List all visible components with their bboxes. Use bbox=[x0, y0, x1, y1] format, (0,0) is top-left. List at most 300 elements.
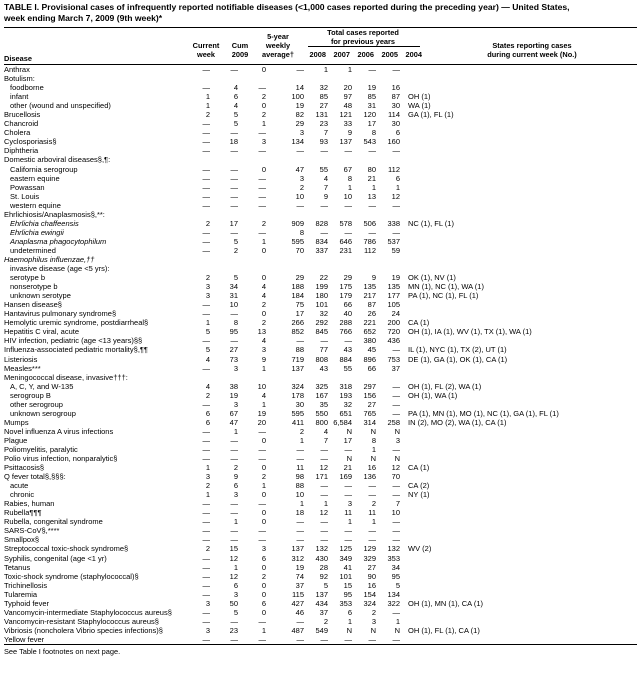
cum-2009-cell: — bbox=[230, 454, 238, 464]
table-row bbox=[4, 544, 637, 553]
year-total-cell: 35 bbox=[319, 399, 328, 409]
current-week-cell: 1 bbox=[205, 101, 210, 111]
header-year-2008: 2008 bbox=[309, 50, 326, 59]
year-total-cell: 34 bbox=[391, 562, 400, 572]
disease-name-cell: Hemolytic uremic syndrome, postdiarrheal§ bbox=[4, 318, 149, 328]
year-total-cell: 1 bbox=[371, 182, 376, 192]
year-total-cell: 651 bbox=[339, 408, 352, 418]
year-total-cell bbox=[352, 264, 376, 273]
states-reporting-cell bbox=[400, 581, 424, 590]
year-total-cell bbox=[376, 74, 400, 83]
year-total-cell: — bbox=[296, 517, 304, 527]
year-total-cell: 11 bbox=[344, 508, 352, 518]
year-total-cell: — bbox=[344, 526, 352, 536]
five-year-average-cell: 6 bbox=[261, 598, 266, 608]
year-total-cell: — bbox=[320, 535, 328, 545]
year-total-cell: — bbox=[368, 65, 376, 74]
table-row bbox=[4, 472, 637, 481]
table-row bbox=[4, 400, 637, 409]
year-total-cell: 427 bbox=[291, 598, 304, 608]
five-year-average-cell bbox=[238, 255, 266, 264]
current-week-cell: — bbox=[202, 508, 210, 518]
year-total-cell: — bbox=[344, 490, 352, 500]
header-avg-2: weekly bbox=[265, 41, 291, 50]
current-week-cell: 4 bbox=[205, 354, 210, 364]
cum-2009-cell: — bbox=[230, 191, 238, 201]
year-total-cell: 114 bbox=[388, 110, 400, 120]
states-reporting-cell bbox=[400, 563, 424, 572]
year-total-cell: 59 bbox=[391, 245, 400, 255]
table-row bbox=[4, 165, 637, 174]
year-total-cell: — bbox=[392, 526, 400, 536]
current-week-cell: — bbox=[202, 65, 210, 74]
year-total-cell: 6,584 bbox=[333, 417, 352, 427]
year-total-cell: 45 bbox=[367, 345, 376, 355]
year-total-cell: 808 bbox=[315, 354, 328, 364]
year-total-cell: 1 bbox=[395, 616, 400, 626]
year-total-cell: 41 bbox=[343, 562, 352, 572]
table-row bbox=[4, 74, 637, 83]
states-reporting-cell bbox=[400, 255, 424, 264]
disease-name-cell: other (wound and unspecified) bbox=[10, 101, 111, 111]
table-row bbox=[4, 246, 637, 255]
current-week-cell: 2 bbox=[205, 544, 210, 554]
states-reporting-cell bbox=[400, 228, 424, 237]
year-total-cell: 47 bbox=[295, 164, 304, 174]
states-reporting-cell: CA (2) bbox=[408, 481, 430, 491]
table-row bbox=[4, 364, 637, 373]
year-total-cell: 32 bbox=[319, 309, 328, 319]
year-total-cell: 156 bbox=[363, 390, 376, 400]
year-total-cell: 4 bbox=[323, 173, 328, 183]
states-reporting-cell bbox=[400, 74, 424, 83]
year-total-cell: 353 bbox=[387, 553, 400, 563]
cum-2009-cell: 5 bbox=[233, 110, 238, 120]
table-row bbox=[4, 608, 637, 617]
disease-name-cell: Ehrlichiosis/Anaplasmosis§,**: bbox=[4, 209, 105, 219]
year-total-cell: — bbox=[392, 146, 400, 156]
table-row bbox=[4, 128, 637, 137]
year-total-cell: 135 bbox=[387, 282, 400, 292]
states-reporting-cell bbox=[400, 454, 424, 463]
states-reporting-cell bbox=[400, 83, 424, 92]
table-row bbox=[4, 300, 637, 309]
current-week-cell: — bbox=[202, 426, 210, 436]
year-total-cell: — bbox=[368, 634, 376, 644]
disease-name-cell: unknown serogroup bbox=[10, 408, 76, 418]
table-row bbox=[4, 174, 637, 183]
five-year-average-cell: 0 bbox=[261, 164, 266, 174]
year-total-cell: — bbox=[296, 454, 304, 464]
current-week-cell: — bbox=[202, 634, 210, 644]
year-total-cell: — bbox=[392, 227, 400, 237]
year-total-cell: 32 bbox=[319, 83, 328, 93]
year-total-cell: 55 bbox=[319, 164, 328, 174]
year-total-cell: 33 bbox=[343, 119, 352, 129]
current-week-cell: 3 bbox=[205, 598, 210, 608]
year-total-cell: 21 bbox=[367, 173, 376, 183]
cum-2009-cell: 4 bbox=[233, 101, 238, 111]
header-states-1: States reporting cases bbox=[492, 41, 572, 50]
disease-name-cell: Meningococcal disease, invasive†††: bbox=[4, 372, 128, 382]
year-total-cell: 22 bbox=[319, 273, 328, 283]
five-year-average-cell: 4 bbox=[261, 282, 266, 292]
table-row bbox=[4, 309, 637, 318]
current-week-cell: 4 bbox=[205, 381, 210, 391]
current-week-cell: — bbox=[202, 309, 210, 319]
states-reporting-cell bbox=[400, 436, 424, 445]
five-year-average-cell: 1 bbox=[261, 236, 266, 246]
year-total-cell: 19 bbox=[295, 562, 304, 572]
cum-2009-cell: 8 bbox=[233, 318, 238, 328]
header-states-2: during current week (No.) bbox=[487, 50, 577, 59]
states-reporting-cell: OH (1), MN (1), CA (1) bbox=[408, 598, 484, 608]
year-total-cell: — bbox=[344, 146, 352, 156]
disease-name-cell: undetermined bbox=[10, 245, 56, 255]
year-total-cell: 2 bbox=[371, 607, 376, 617]
current-week-cell: 2 bbox=[205, 110, 210, 120]
year-total-cell: 55 bbox=[343, 363, 352, 373]
states-reporting-cell bbox=[400, 508, 424, 517]
year-total-cell: 43 bbox=[343, 345, 352, 355]
cum-2009-cell: — bbox=[230, 173, 238, 183]
states-reporting-cell bbox=[400, 364, 424, 373]
disease-name-cell: Trichinellosis bbox=[4, 580, 48, 590]
year-total-cell: 884 bbox=[339, 354, 352, 364]
year-total-cell: 16 bbox=[367, 463, 376, 473]
states-reporting-cell: PA (1), NC (1), FL (1) bbox=[408, 291, 479, 301]
table-row bbox=[4, 355, 637, 364]
year-total-cell: 37 bbox=[391, 363, 400, 373]
year-total-cell: 175 bbox=[339, 282, 352, 292]
header-cum-1: Cum bbox=[231, 41, 249, 50]
disease-name-cell: Brucellosis bbox=[4, 110, 41, 120]
year-total-cell: 32 bbox=[343, 399, 352, 409]
cum-2009-cell: 23 bbox=[229, 625, 238, 635]
year-total-cell: 10 bbox=[295, 191, 304, 201]
five-year-average-cell: 0 bbox=[261, 607, 266, 617]
table-row bbox=[4, 445, 637, 454]
cum-2009-cell bbox=[210, 155, 238, 164]
year-total-cell: 8 bbox=[371, 435, 376, 445]
year-total-cell: 4 bbox=[323, 426, 328, 436]
five-year-average-cell: — bbox=[258, 499, 266, 509]
year-total-cell bbox=[266, 255, 304, 264]
year-total-cell bbox=[304, 210, 328, 219]
states-reporting-cell bbox=[400, 300, 424, 309]
year-total-cell: 324 bbox=[291, 381, 304, 391]
table-row bbox=[4, 192, 637, 201]
disease-name-cell: invasive disease (age <5 yrs): bbox=[10, 264, 110, 274]
year-total-cell bbox=[376, 155, 400, 164]
year-total-cell: — bbox=[320, 444, 328, 454]
year-total-cell: — bbox=[344, 634, 352, 644]
disease-name-cell: St. Louis bbox=[10, 191, 40, 201]
cum-2009-cell: — bbox=[230, 634, 238, 644]
cum-2009-cell: 10 bbox=[229, 300, 238, 310]
year-total-cell: 1 bbox=[347, 616, 352, 626]
year-total-cell: 322 bbox=[387, 598, 400, 608]
year-total-cell: 74 bbox=[295, 571, 304, 581]
year-total-cell: 720 bbox=[387, 327, 400, 337]
year-total-cell: 180 bbox=[315, 291, 328, 301]
disease-name-cell: Botulism: bbox=[4, 74, 35, 84]
cum-2009-cell: — bbox=[230, 227, 238, 237]
states-reporting-cell: WV (2) bbox=[408, 544, 432, 554]
year-total-cell: N bbox=[370, 454, 376, 464]
year-total-cell bbox=[266, 264, 304, 273]
five-year-average-cell: — bbox=[258, 616, 266, 626]
five-year-average-cell: 2 bbox=[261, 472, 266, 482]
five-year-average-cell: 4 bbox=[261, 390, 266, 400]
disease-name-cell: Tetanus bbox=[4, 562, 31, 572]
year-total-cell: 66 bbox=[343, 300, 352, 310]
states-reporting-cell bbox=[400, 201, 424, 210]
year-total-cell: 324 bbox=[363, 598, 376, 608]
table-row bbox=[4, 373, 637, 382]
current-week-cell: — bbox=[202, 119, 210, 129]
disease-name-cell: Rubella, congenital syndrome bbox=[4, 517, 103, 527]
year-total-cell: 766 bbox=[339, 327, 352, 337]
cum-2009-cell: 50 bbox=[229, 598, 238, 608]
states-reporting-cell: PA (1), MN (1), MO (1), NC (1), GA (1), FL (1) bbox=[408, 408, 559, 418]
year-total-cell: 11 bbox=[296, 463, 304, 473]
states-reporting-cell bbox=[400, 264, 424, 273]
year-total-cell: N bbox=[370, 426, 376, 436]
table-row bbox=[4, 391, 637, 400]
year-total-cell: 18 bbox=[295, 508, 304, 518]
year-total-cell: 2 bbox=[299, 182, 304, 192]
disease-name-cell: western equine bbox=[10, 200, 61, 210]
states-reporting-cell bbox=[400, 128, 424, 137]
year-total-cell: 129 bbox=[363, 544, 376, 554]
year-total-cell: 9 bbox=[371, 273, 376, 283]
current-week-cell: — bbox=[202, 245, 210, 255]
disease-name-cell: foodborne bbox=[10, 83, 44, 93]
table-row bbox=[4, 146, 637, 155]
current-week-cell: 5 bbox=[205, 327, 210, 337]
table-row bbox=[4, 635, 637, 644]
five-year-average-cell: 0 bbox=[261, 435, 266, 445]
disease-name-cell: Chancroid bbox=[4, 119, 39, 129]
five-year-average-cell: 0 bbox=[261, 580, 266, 590]
disease-name-cell: other serogroup bbox=[10, 399, 63, 409]
five-year-average-cell: 0 bbox=[261, 508, 266, 518]
five-year-average-cell: 0 bbox=[261, 517, 266, 527]
current-week-cell: 3 bbox=[205, 472, 210, 482]
year-total-cell: 288 bbox=[339, 318, 352, 328]
current-week-cell: — bbox=[202, 399, 210, 409]
year-total-cell: 27 bbox=[319, 101, 328, 111]
year-total-cell: 595 bbox=[291, 408, 304, 418]
year-total-cell: 595 bbox=[291, 236, 304, 246]
year-total-cell: 29 bbox=[295, 273, 304, 283]
five-year-average-cell: 19 bbox=[257, 408, 266, 418]
year-total-cell: 13 bbox=[367, 191, 376, 201]
current-week-cell: — bbox=[202, 435, 210, 445]
five-year-average-cell: 0 bbox=[261, 562, 266, 572]
states-reporting-cell bbox=[400, 119, 424, 128]
cum-2009-cell: — bbox=[230, 336, 238, 346]
five-year-average-cell: — bbox=[258, 200, 266, 210]
year-total-cell: 17 bbox=[295, 309, 304, 319]
table-title bbox=[4, 2, 637, 24]
year-total-cell: — bbox=[392, 444, 400, 454]
year-total-cell: 82 bbox=[295, 110, 304, 120]
year-total-cell: — bbox=[320, 146, 328, 156]
states-reporting-cell bbox=[400, 590, 424, 599]
current-week-cell: — bbox=[202, 444, 210, 454]
year-total-cell bbox=[304, 255, 328, 264]
cum-2009-cell: — bbox=[230, 508, 238, 518]
cum-2009-cell: 19 bbox=[229, 390, 238, 400]
year-total-cell bbox=[376, 264, 400, 273]
year-total-cell: — bbox=[368, 227, 376, 237]
current-week-cell: — bbox=[202, 607, 210, 617]
table-row bbox=[4, 219, 637, 228]
cum-2009-cell: 3 bbox=[233, 490, 238, 500]
states-reporting-cell bbox=[400, 174, 424, 183]
cum-2009-cell: 5 bbox=[233, 273, 238, 283]
year-total-cell: 12 bbox=[391, 191, 400, 201]
year-total-cell: — bbox=[368, 526, 376, 536]
year-total-cell: 10 bbox=[391, 508, 400, 518]
year-total-cell: 646 bbox=[339, 236, 352, 246]
five-year-average-cell: 0 bbox=[261, 309, 266, 319]
current-week-cell: 2 bbox=[205, 390, 210, 400]
disease-name-cell: Domestic arboviral diseases§,¶: bbox=[4, 155, 111, 165]
states-reporting-cell bbox=[400, 554, 424, 563]
table-title-line-1: TABLE I. Provisional cases of infrequently reported notifiable diseases (<1,000 cases reported during the preceding year) — United States, bbox=[4, 2, 570, 12]
year-total-cell: — bbox=[344, 444, 352, 454]
current-week-cell: 1 bbox=[205, 318, 210, 328]
year-total-cell: 549 bbox=[315, 625, 328, 635]
year-total-cell: — bbox=[392, 535, 400, 545]
year-total-cell: 5 bbox=[323, 580, 328, 590]
year-total-cell: — bbox=[296, 65, 304, 74]
current-week-cell: — bbox=[202, 562, 210, 572]
header-year-2004: 2004 bbox=[405, 50, 422, 59]
year-total-cell: 177 bbox=[387, 291, 400, 301]
table-row bbox=[4, 554, 637, 563]
current-week-cell: 2 bbox=[205, 481, 210, 491]
five-year-average-cell: 2 bbox=[261, 318, 266, 328]
footnote: See Table I footnotes on next page. bbox=[4, 647, 121, 656]
year-total-cell: 2 bbox=[299, 426, 304, 436]
year-total-cell: 27 bbox=[367, 399, 376, 409]
header-year-2006: 2006 bbox=[357, 50, 374, 59]
table-row bbox=[4, 345, 637, 354]
year-total-cell: 909 bbox=[291, 218, 304, 228]
year-total-cell bbox=[352, 210, 376, 219]
year-total-cell: N bbox=[346, 426, 352, 436]
five-year-average-cell bbox=[238, 74, 266, 83]
cum-2009-cell: — bbox=[230, 444, 238, 454]
table-row bbox=[4, 382, 637, 391]
year-total-cell: 786 bbox=[363, 236, 376, 246]
cum-2009-cell bbox=[210, 210, 238, 219]
year-total-cell: 9 bbox=[347, 128, 352, 138]
states-reporting-cell bbox=[400, 400, 424, 409]
cum-2009-cell: 38 bbox=[229, 381, 238, 391]
year-total-cell: — bbox=[392, 490, 400, 500]
current-week-cell: — bbox=[202, 227, 210, 237]
year-total-cell bbox=[304, 264, 328, 273]
year-total-cell: 179 bbox=[339, 291, 352, 301]
year-total-cell: 112 bbox=[364, 245, 376, 255]
cum-2009-cell bbox=[210, 373, 238, 382]
year-total-cell: 184 bbox=[291, 291, 304, 301]
year-total-cell: — bbox=[392, 399, 400, 409]
current-week-cell bbox=[190, 210, 210, 219]
year-total-cell: 29 bbox=[295, 119, 304, 129]
year-total-cell: 66 bbox=[367, 363, 376, 373]
current-week-cell: — bbox=[202, 580, 210, 590]
cum-2009-cell: 17 bbox=[229, 218, 238, 228]
table-title-line-2: week ending March 7, 2009 (9th week)* bbox=[4, 13, 163, 23]
table-row bbox=[4, 228, 637, 237]
year-total-cell: 12 bbox=[391, 463, 400, 473]
five-year-average-cell: — bbox=[258, 182, 266, 192]
year-total-cell: 314 bbox=[363, 417, 376, 427]
year-total-cell: 231 bbox=[339, 245, 352, 255]
current-week-cell: — bbox=[202, 454, 210, 464]
year-total-cell: 30 bbox=[295, 399, 304, 409]
current-week-cell bbox=[190, 264, 210, 273]
year-total-cell: 312 bbox=[291, 553, 304, 563]
year-total-cell bbox=[352, 255, 376, 264]
cum-2009-cell: — bbox=[230, 499, 238, 509]
cum-2009-cell: — bbox=[230, 535, 238, 545]
disease-name-cell: Plague bbox=[4, 435, 28, 445]
current-week-cell: — bbox=[202, 589, 210, 599]
year-total-cell: N bbox=[346, 454, 352, 464]
year-total-cell: 137 bbox=[339, 137, 352, 147]
year-total-cell: 1 bbox=[371, 517, 376, 527]
five-year-average-cell: — bbox=[258, 634, 266, 644]
year-total-cell: 30 bbox=[391, 101, 400, 111]
header-disease: Disease bbox=[4, 54, 32, 63]
year-total-cell bbox=[304, 74, 328, 83]
disease-name-cell: acute bbox=[10, 481, 29, 491]
cum-2009-cell: — bbox=[230, 309, 238, 319]
five-year-average-cell: 9 bbox=[261, 354, 266, 364]
year-total-cell bbox=[328, 264, 352, 273]
table-row bbox=[4, 508, 637, 517]
year-total-cell: 3 bbox=[395, 435, 400, 445]
year-total-cell: 258 bbox=[387, 417, 400, 427]
table-row bbox=[4, 119, 637, 128]
cum-2009-cell: 6 bbox=[233, 481, 238, 491]
cum-2009-cell: 3 bbox=[233, 589, 238, 599]
five-year-average-cell: 0 bbox=[261, 101, 266, 111]
year-total-cell: — bbox=[296, 634, 304, 644]
disease-name-cell: A, C, Y, and W-135 bbox=[10, 381, 74, 391]
states-reporting-cell bbox=[400, 427, 424, 436]
table-row bbox=[4, 318, 637, 327]
year-total-cell: 1 bbox=[371, 444, 376, 454]
disease-name-cell: Listeriosis bbox=[4, 354, 38, 364]
table-row bbox=[4, 327, 637, 336]
disease-name-cell: Hepatitis C viral, acute bbox=[4, 327, 80, 337]
year-total-cell: 325 bbox=[315, 381, 328, 391]
states-reporting-cell bbox=[400, 155, 424, 164]
table-row bbox=[4, 110, 637, 119]
year-total-cell: 3 bbox=[299, 173, 304, 183]
five-year-average-cell: — bbox=[258, 444, 266, 454]
current-week-cell: — bbox=[202, 200, 210, 210]
year-total-cell: 17 bbox=[367, 119, 376, 129]
